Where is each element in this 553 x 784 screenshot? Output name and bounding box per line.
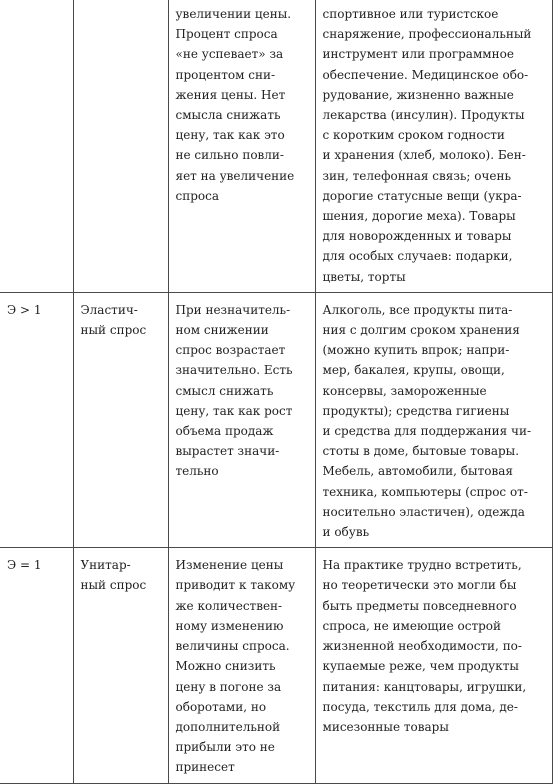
cell-text-line: оборотами, но: [175, 699, 267, 714]
cell-text-line: быть предметы повседневного: [322, 598, 517, 613]
demand-type-cell: [73, 548, 168, 783]
cell-text-line: (можно купить впрок; напри-: [322, 343, 510, 358]
examples-cell: [315, 292, 552, 547]
cell-text-line: рудование, жизненно важные: [322, 87, 514, 102]
cell-text-line: процентом сни-: [175, 67, 276, 82]
description-cell: [168, 548, 315, 783]
cell-text-line: значительно. Есть: [175, 363, 293, 378]
cell-text-line: и средства для поддержания чи-: [322, 424, 532, 439]
cell-text-line: спортивное или туристское: [322, 7, 499, 21]
cell-text-line: мер, бакалея, крупы, овощи,: [322, 363, 505, 378]
cell-text-line: Унитар-: [80, 558, 131, 573]
table-row: [0, 548, 552, 783]
cell-text-line: и хранения (хлеб, молоко). Бен-: [322, 148, 526, 163]
cell-text-line: носительно эластичен), одежда: [322, 504, 525, 519]
cell-text-line: Процент спроса: [175, 27, 278, 42]
cell-text-line: Алкоголь, все продукты пита-: [322, 302, 513, 317]
cell-text-line: цену, так как рост: [175, 403, 293, 418]
cell-text-line: техника, компьютеры (спрос от-: [322, 484, 528, 499]
cell-text-line: Э = 1: [7, 558, 42, 573]
cell-text-line: тельно: [175, 464, 219, 479]
cell-text-line: прибыли это не: [175, 740, 275, 755]
cell-text-line: же количествен-: [175, 598, 283, 613]
description-cell: [168, 292, 315, 547]
cell-text-line: ный спрос: [80, 323, 147, 338]
cell-text-line: зин, телефонная связь; очень: [322, 168, 512, 183]
cell-text-line: ный спрос: [80, 578, 147, 593]
cell-text-line: стоты в доме, бытовые товары.: [322, 444, 520, 459]
cell-text-line: приводит к такому: [175, 578, 296, 593]
table-row: [0, 292, 552, 547]
cell-text-line: снаряжение, профессиональный: [322, 27, 532, 42]
cell-text-line: с коротким сроком годности: [322, 128, 505, 143]
cell-text-line: «не успевает» за: [175, 47, 284, 62]
cell-text-line: цену в погоне за: [175, 679, 282, 694]
cell-text-line: дополнительной: [175, 719, 281, 734]
cell-text-line: питания: канцтовары, игрушки,: [322, 679, 527, 694]
examples-cell: [315, 0, 552, 292]
cell-text-line: и обувь: [322, 525, 370, 540]
cell-text-line: лекарства (инсулин). Продукты: [322, 108, 525, 123]
cell-text-line: для новорожденных и товары: [322, 229, 512, 244]
cell-text-line: дорогие статусные вещи (укра-: [322, 188, 522, 203]
cell-text-line: вырастет значи-: [175, 444, 280, 459]
cell-text-line: обеспечение. Медицинское обо-: [322, 67, 529, 82]
demand-type-cell: [73, 0, 168, 292]
cell-text-line: ном снижении: [175, 323, 269, 338]
cell-text-line: Можно снизить: [175, 659, 276, 674]
cell-text-line: жизненной необходимости, по-: [322, 639, 522, 654]
cell-text-line: смысл снижать: [175, 383, 274, 398]
cell-text-line: яет на увеличение: [175, 168, 295, 183]
cell-text-line: спроса: [175, 188, 219, 203]
elasticity-value-cell: [0, 292, 73, 547]
cell-text-line: принесет: [175, 760, 235, 775]
cell-text-line: Эластич-: [80, 302, 138, 317]
cell-text-line: посуда, текстиль для дома, де-: [322, 699, 518, 714]
examples-cell: [315, 548, 552, 783]
demand-type-cell: [73, 292, 168, 547]
cell-text-line: консервы, замороженные: [322, 383, 487, 398]
cell-text-line: шения, дорогие меха). Товары: [322, 209, 516, 224]
cell-text-line: инструмент или программное: [322, 47, 514, 62]
table-row: [0, 0, 552, 292]
cell-text-line: не сильно повли-: [175, 148, 284, 163]
cell-text-line: но теоретически это могли бы: [322, 578, 517, 593]
cell-text-line: Мебель, автомобили, бытовая: [322, 464, 513, 479]
cell-text-line: На практике трудно встретить,: [322, 558, 522, 573]
cell-text-line: для особых случаев: подарки,: [322, 249, 513, 264]
cell-text-line: ному изменению: [175, 618, 284, 633]
cell-text-line: смысла снижать: [175, 108, 281, 123]
cell-text-line: увеличении цены.: [175, 7, 292, 21]
cell-text-line: Э > 1: [7, 302, 42, 317]
cell-text-line: цену, так как это: [175, 128, 285, 143]
cell-text-line: продукты); средства гигиены: [322, 403, 510, 418]
cell-text-line: купаемые реже, чем продукты: [322, 659, 519, 674]
cell-text-line: Изменение цены: [175, 558, 284, 573]
cell-text-line: объема продаж: [175, 424, 274, 439]
cell-text-line: жения цены. Нет: [175, 87, 286, 102]
cell-text-line: спроса, не имеющие острой: [322, 618, 501, 633]
cell-text-line: величины спроса.: [175, 639, 290, 654]
cell-text-line: ния с долгим сроком хранения: [322, 323, 520, 338]
description-cell: [168, 0, 315, 292]
elasticity-value-cell: [0, 548, 73, 783]
cell-text-line: спрос возрастает: [175, 343, 286, 358]
cell-text-line: мисезонные товары: [322, 719, 449, 734]
elasticity-value-cell: [0, 0, 73, 292]
cell-text-line: цветы, торты: [322, 269, 406, 284]
cell-text-line: При незначитель-: [175, 302, 291, 317]
